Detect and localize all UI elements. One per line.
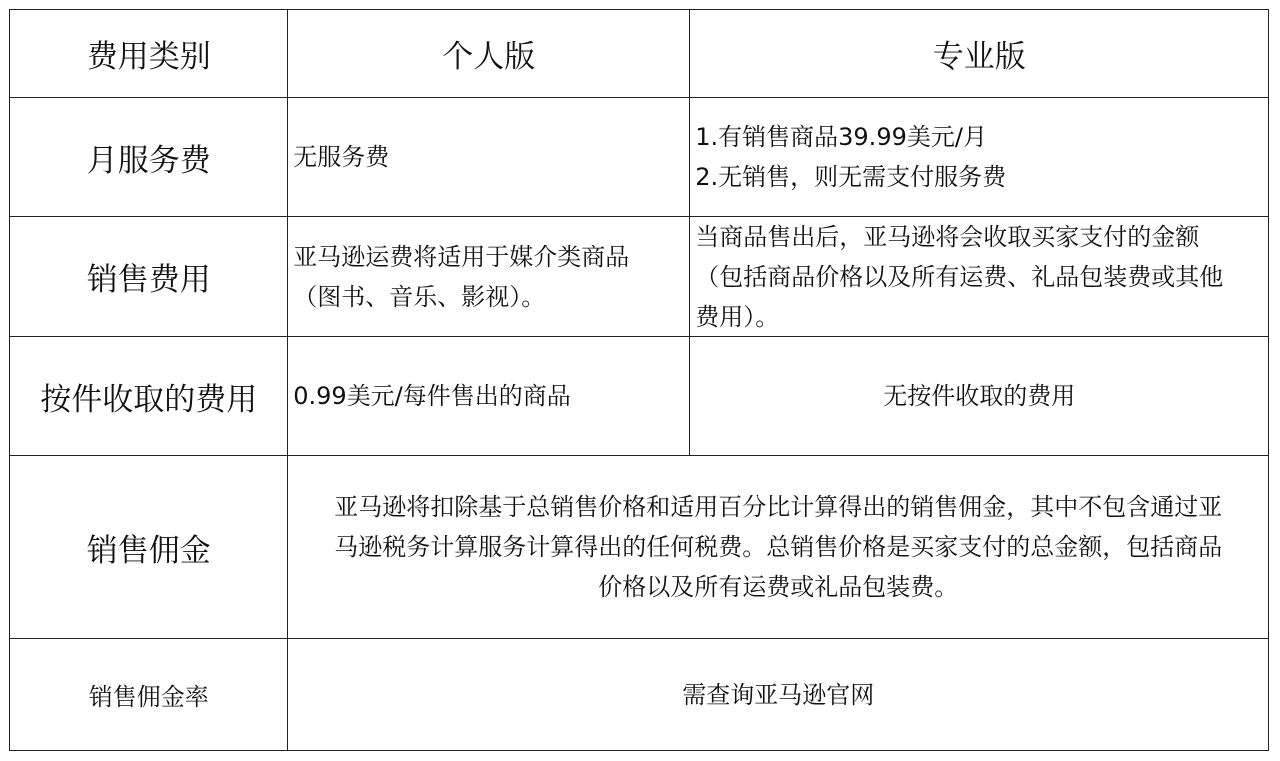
row-label-commission-rate bbox=[9, 638, 288, 751]
label-text: 销售佣金 bbox=[86, 532, 211, 569]
header-category bbox=[9, 9, 288, 98]
cell-line: 2.无销售，则无需支付服务费 bbox=[695, 163, 1007, 192]
label-text: 销售佣金率 bbox=[88, 683, 209, 712]
header-text: 费用类别 bbox=[86, 39, 211, 76]
cell-line: 当商品售出后，亚马逊将会收取买家支付的金额 bbox=[695, 222, 1200, 251]
cell-line: 1.有销售商品39.99美元/月 bbox=[695, 123, 987, 152]
row-label-sales-fee bbox=[9, 216, 288, 337]
cell-line: 价格以及所有运费或礼品包装费。 bbox=[598, 573, 959, 602]
cell-line: （包括商品价格以及所有运费、礼品包装费或其他 bbox=[695, 262, 1224, 291]
cell-text: 无服务费 bbox=[293, 143, 390, 172]
cell-line: （图书、音乐、影视）。 bbox=[293, 282, 546, 311]
row-label-monthly-fee bbox=[9, 97, 288, 217]
cell-line: 亚马逊运费将适用于媒介类商品 bbox=[293, 242, 630, 271]
cell-personal-monthly-fee bbox=[287, 97, 690, 217]
cell-pro-monthly-fee bbox=[689, 97, 1269, 217]
cell-line: 马逊税务计算服务计算得出的任何税费。总销售价格是买家支付的总金额，包括商品 bbox=[334, 533, 1223, 562]
cell-text: 无按件收取的费用 bbox=[883, 382, 1076, 411]
row-label-commission bbox=[9, 455, 288, 639]
cell-pro-per-item-fee bbox=[689, 336, 1269, 456]
header-personal bbox=[287, 9, 690, 98]
cell-line: 亚马逊将扣除基于总销售价格和适用百分比计算得出的销售佣金，其中不包含通过亚 bbox=[334, 493, 1223, 522]
label-text: 销售费用 bbox=[86, 262, 211, 299]
cell-commission-merged bbox=[287, 455, 1269, 639]
header-pro bbox=[689, 9, 1269, 98]
cell-personal-per-item-fee bbox=[287, 336, 690, 456]
cell-text: 0.99美元/每件售出的商品 bbox=[293, 382, 571, 411]
cell-commission-rate-merged bbox=[287, 638, 1269, 751]
cell-line: 费用）。 bbox=[695, 302, 780, 331]
cell-text: 需查询亚马逊官网 bbox=[682, 680, 875, 709]
cell-personal-sales-fee bbox=[287, 216, 690, 337]
cell-pro-sales-fee bbox=[689, 216, 1269, 337]
header-text: 个人版 bbox=[442, 39, 536, 76]
label-text: 月服务费 bbox=[86, 142, 211, 179]
label-text: 按件收取的费用 bbox=[40, 381, 258, 418]
header-text: 专业版 bbox=[932, 39, 1026, 76]
row-label-per-item-fee bbox=[9, 336, 288, 456]
